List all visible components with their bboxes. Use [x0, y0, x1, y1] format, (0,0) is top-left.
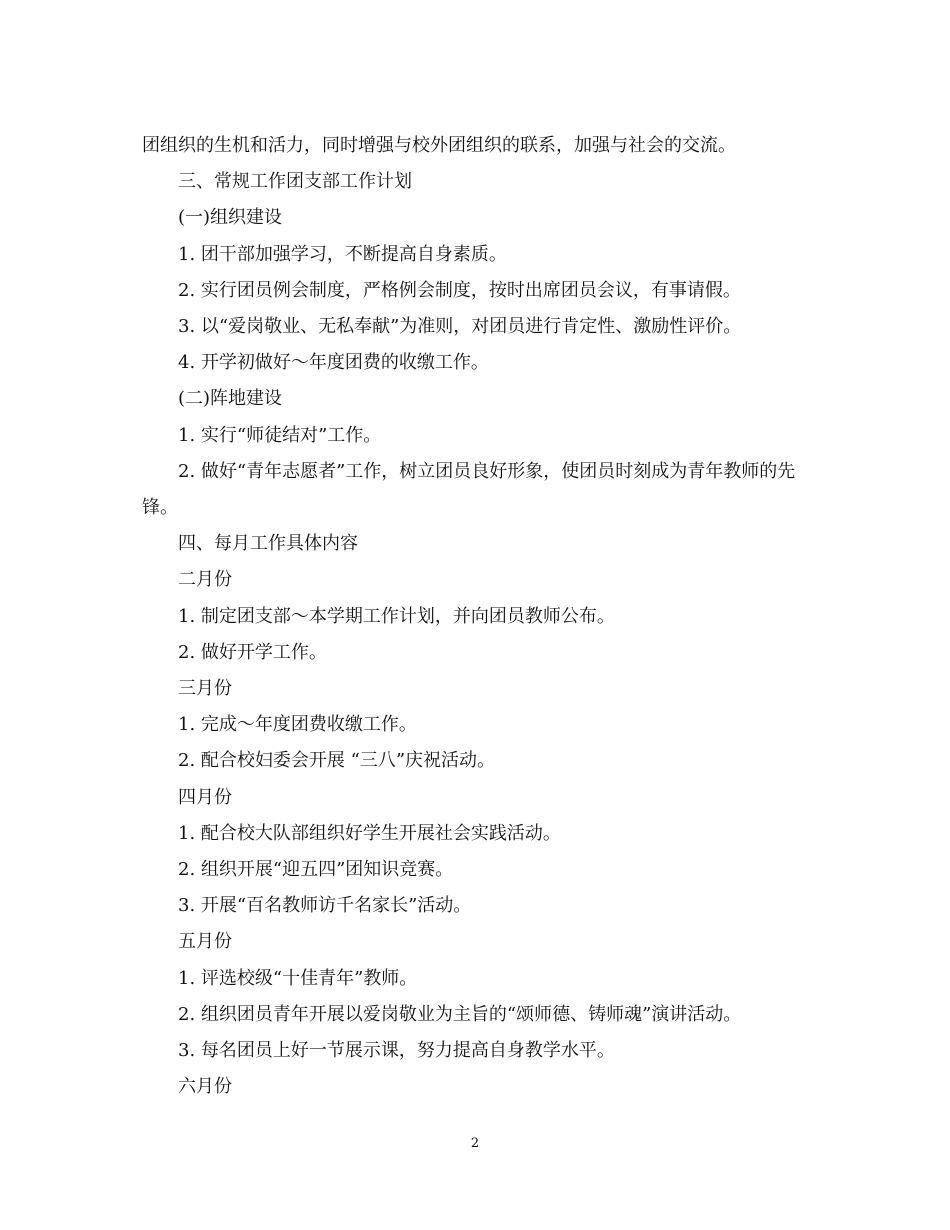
month-heading-april: 四月份 [178, 786, 232, 808]
section-heading-monthly-work: 四、每月工作具体内容 [178, 533, 358, 555]
list-item: 1. 制定团支部～本学期工作计划，并向团员教师公布。 [178, 605, 615, 627]
month-heading-may: 五月份 [178, 931, 232, 953]
list-item: 1. 评选校级“十佳青年”教师。 [178, 967, 418, 989]
list-item: 2. 实行团员例会制度，严格例会制度，按时出席团员会议，有事请假。 [178, 279, 741, 301]
list-item: 1. 实行“师徒结对”工作。 [178, 424, 382, 446]
list-item: 1. 完成～年度团费收缴工作。 [178, 714, 417, 736]
month-heading-march: 三月份 [178, 678, 232, 700]
section-heading-routine-work: 三、常规工作团支部工作计划 [178, 171, 412, 193]
page-number: 2 [470, 1136, 480, 1151]
list-item: 3. 开展“百名教师访千名家长”活动。 [178, 895, 472, 917]
list-item: 3. 每名团员上好一节展示课，努力提高自身教学水平。 [178, 1040, 615, 1062]
list-item: 2. 配合校妇委会开展 “三八”庆祝活动。 [178, 750, 496, 772]
list-item: 1. 团干部加强学习，不断提高自身素质。 [178, 243, 507, 265]
list-item: 2. 做好开学工作。 [178, 641, 327, 663]
document-body [142, 128, 812, 1105]
month-heading-june: 六月份 [178, 1076, 232, 1098]
subheading-organization-building: (一)组织建设 [178, 207, 283, 229]
list-item: 4. 开学初做好～年度团费的收缴工作。 [178, 352, 489, 374]
list-item: 2. 做好“青年志愿者”工作，树立团员良好形象，使团员时刻成为青年教师的先锋。 [142, 460, 796, 519]
list-item: 1. 配合校大队部组织好学生开展社会实践活动。 [178, 822, 561, 844]
subheading-position-building: (二)阵地建设 [178, 388, 283, 410]
month-heading-february: 二月份 [178, 569, 232, 591]
list-item: 2. 组织团员青年开展以爱岗敬业为主旨的“颂师德、铸师魂”演讲活动。 [178, 1003, 742, 1025]
list-item: 3. 以“爱岗敬业、无私奉献”为准则，对团员进行肯定性、激励性评价。 [178, 316, 742, 338]
list-item: 2. 组织开展“迎五四”团知识竞赛。 [178, 859, 454, 881]
paragraph-continuation: 团组织的生机和活力，同时增强与校外团组织的联系，加强与社会的交流。 [142, 135, 736, 156]
